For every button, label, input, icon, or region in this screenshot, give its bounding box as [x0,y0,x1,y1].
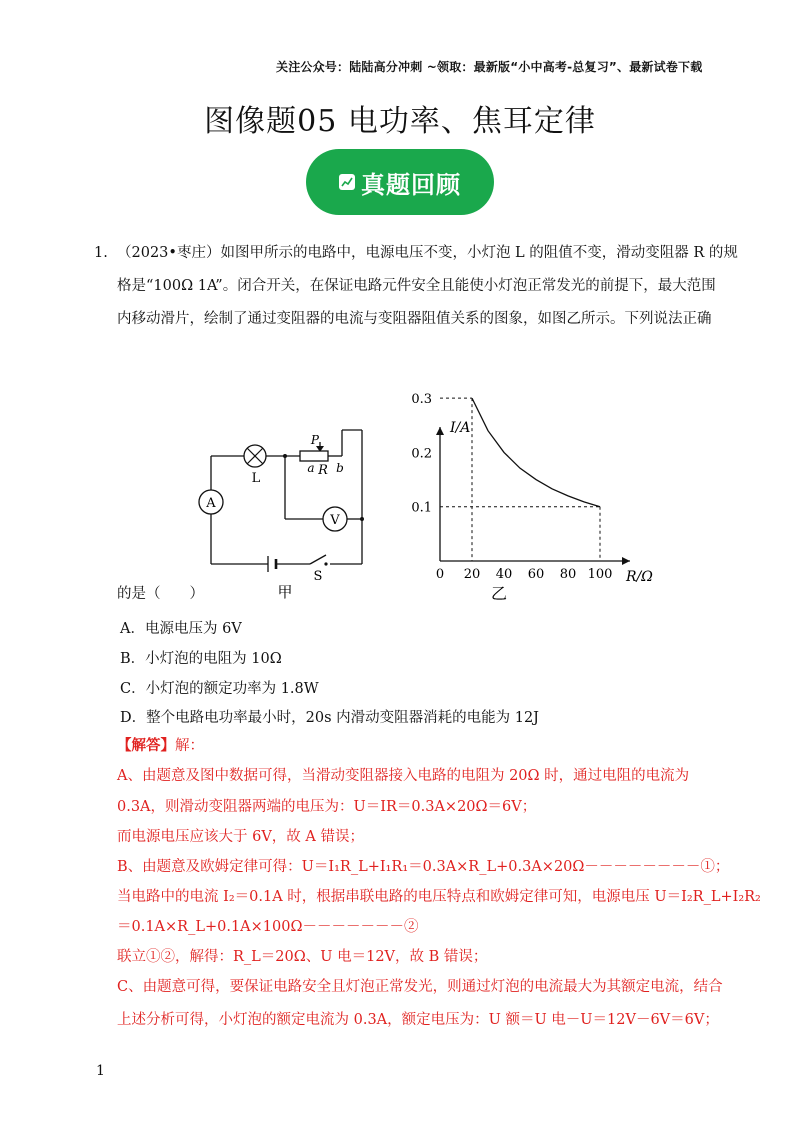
end-a-label: a [307,461,315,475]
option-a: A．电源电压为 6V [120,621,242,637]
option-b: B．小灯泡的电阻为 10Ω [120,651,282,667]
y-tick-label: 0.2 [411,446,432,462]
x-tick-label: 80 [559,567,577,582]
battery [268,556,276,572]
series-line [472,398,600,507]
x-tick-label: 60 [527,567,545,582]
answer-line-6: ＝0.1A×R_L+0.1A×100Ω－－－－－－－② [117,919,419,935]
y-axis-arrow [436,427,444,435]
chart-caption: 乙 [490,584,508,603]
answer-line-5: 当电路中的电流 I₂＝0.1A 时，根据串联电路的电压特点和欧姆定律可知，电源电压 U＝I₂R_L+I₂R₂ [117,889,761,905]
switch-label: S [313,569,323,584]
page-title: 图像题05 电功率、焦耳定律 [204,104,596,139]
x-axis-label: R/Ω [626,569,653,585]
answer-heading-row [117,730,204,762]
current-resistance-chart [400,392,670,605]
slider-label: P [310,433,319,447]
y-tick-label: 0.3 [411,392,432,408]
answer-line-9: 上述分析可得，小灯泡的额定电流为 0.3A，额定电压为：U 额＝U 电－U＝12V－6V＝6V； [117,1012,719,1028]
banner-label: 真题回顾 [361,170,461,199]
answer-line-1: A、由题意及图中数据可得，当滑动变阻器接入电路的电阻为 20Ω 时，通过电阻的电流为 [117,768,690,784]
page-number: 1 [96,1063,105,1079]
chart-icon [339,174,355,190]
option-d: D．整个电路电功率最小时，20s 内滑动变阻器消耗的电能为 12J [120,710,539,726]
header-note: 关注公众号：陆陆高分冲刺 ~领取：最新版“小中高考-总复习”、最新试卷下载 [276,60,703,74]
lamp-label: L [251,471,261,486]
question-tail: 的是（ ） [117,586,204,602]
circuit-diagram [190,420,390,605]
answer-heading: 【解答】 [117,737,175,754]
question-line-2: 格是“100Ω 1A”。闭合开关，在保证电路元件安全且能使小灯泡正常发光的前提下，最大范围 [117,278,716,294]
voltmeter-label: V [330,513,340,528]
circuit-caption: 甲 [277,583,293,601]
resistor-label: R [318,463,328,478]
answer-line-3: 而电源电压应该大于 6V，故 A 错误； [117,829,364,845]
answer-line-2: 0.3A，则滑动变阻器两端的电压为：U＝IR＝0.3A×20Ω＝6V； [117,799,537,815]
answer-heading-suffix: 解： [175,738,204,754]
end-b-label: b [336,461,344,475]
answer-line-8: C、由题意可得，要保证电路安全且灯泡正常发光，则通过灯泡的电流最大为其额定电流，结合 [117,979,723,995]
question-number: 1. [94,245,108,261]
section-banner [306,149,494,215]
x-tick-label: 40 [495,567,513,582]
resistor [300,451,328,461]
answer-line-7: 联立①②，解得：R_L＝20Ω、U 电＝12V，故 B 错误； [117,949,488,965]
y-axis-label: I/A [450,420,471,436]
y-tick-label: 0.1 [411,500,432,516]
x-tick-label: 100 [587,567,613,582]
x-tick-label: 0 [435,567,445,582]
option-c: C．小灯泡的额定功率为 1.8W [120,681,319,697]
lamp [244,445,266,467]
answer-line-4: B、由题意及欧姆定律可得：U＝I₁R_L+I₁R₁＝0.3A×R_L+0.3A×20Ω－－－－－－－－①； [117,859,730,875]
ammeter-label: A [206,496,216,511]
question-line-1: （2023•枣庄）如图甲所示的电路中，电源电压不变，小灯泡 L 的阻值不变，滑动变阻器 R 的规 [117,245,738,261]
x-axis-arrow [622,557,630,565]
question-line-3: 内移动滑片，绘制了通过变阻器的电流与变阻器阻值关系的图象，如图乙所示。下列说法正确 [117,311,712,327]
x-tick-label: 20 [463,567,481,582]
